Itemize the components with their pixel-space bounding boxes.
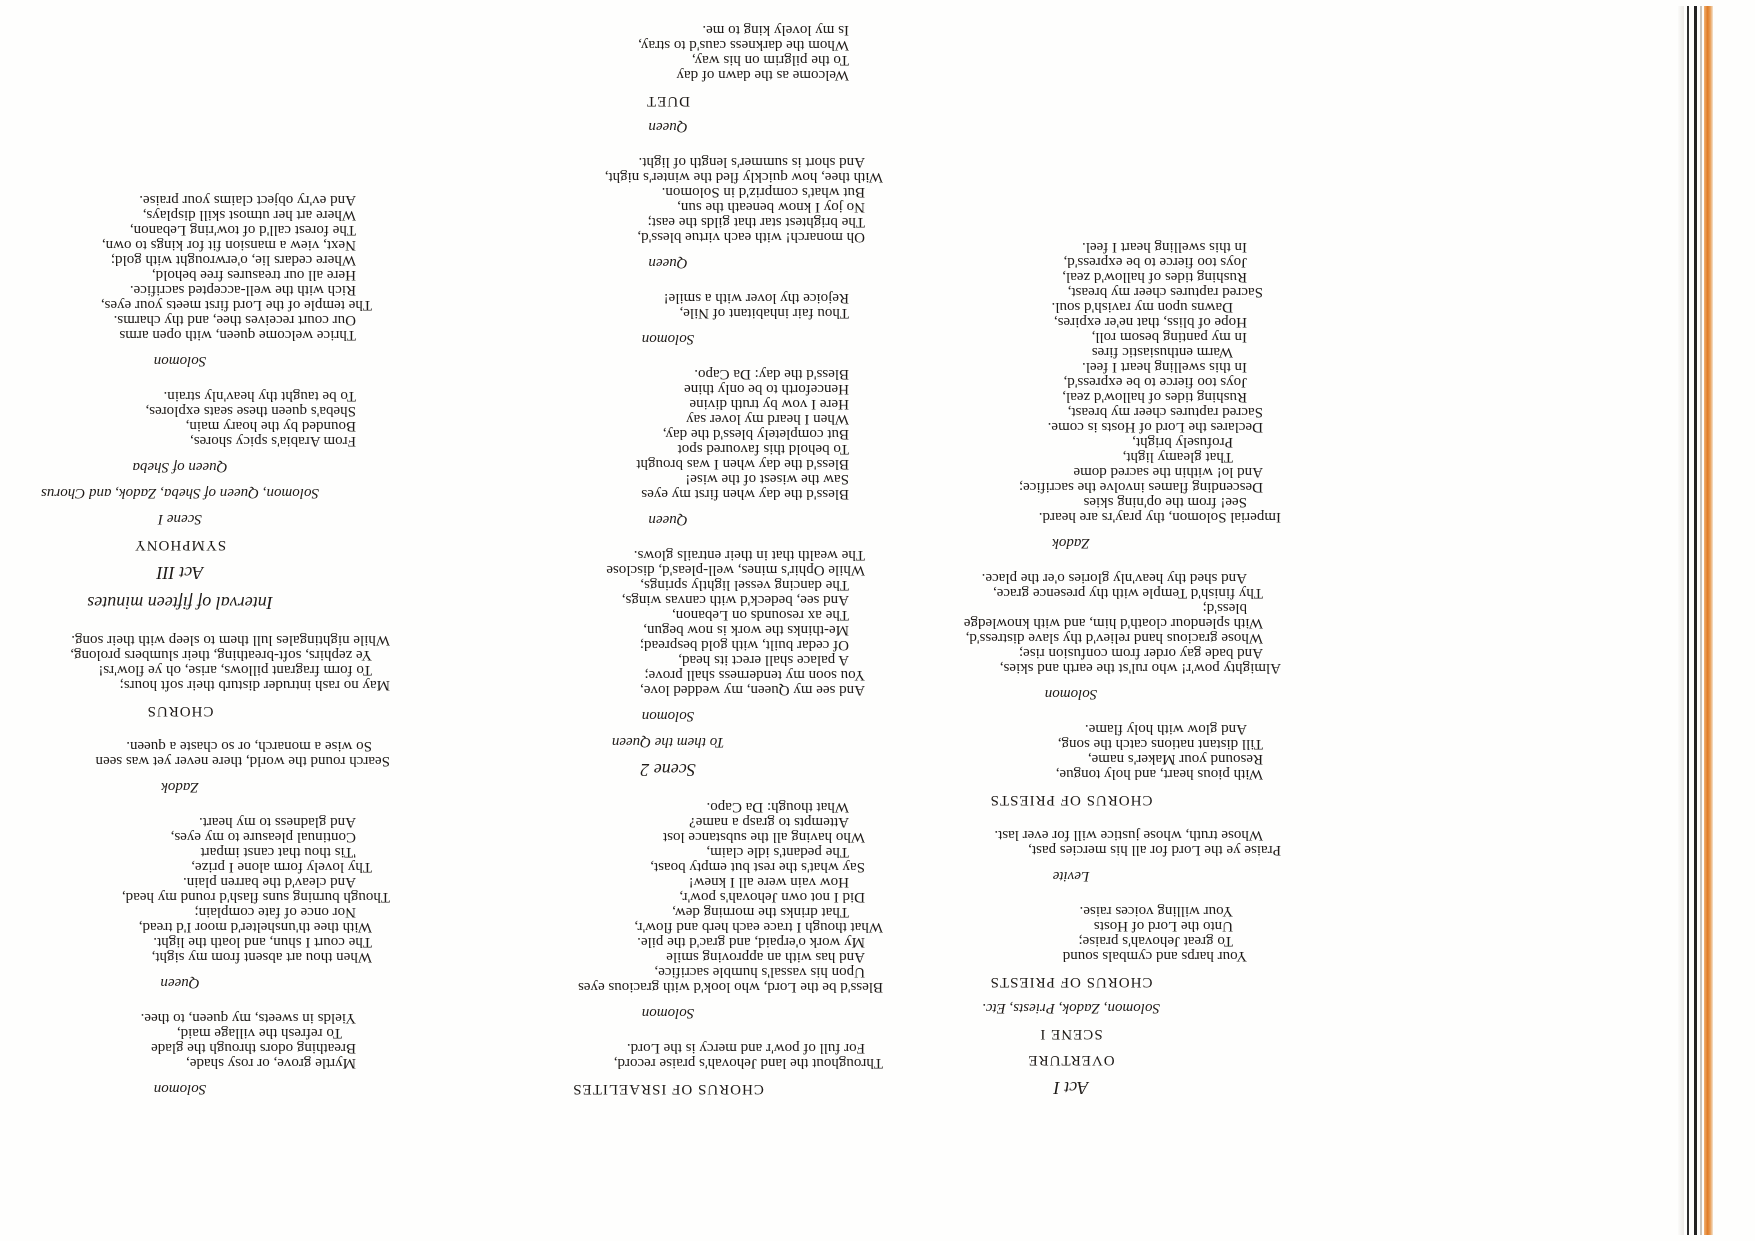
verse-line: Me-thinks the work is now begun,: [643, 622, 849, 638]
verse-line: And glow with holy flame.: [1084, 721, 1247, 737]
verse-stanza: [453, 547, 883, 697]
verse-line: Rushing tides of hallow'd zeal,: [1062, 269, 1247, 285]
verse-line: With thee, how quickly fled the winter's night,: [604, 169, 883, 185]
verse-line: Oh monarch! with each virtue bless'd,: [637, 229, 865, 245]
section-heading: DUET: [646, 93, 690, 109]
verse-line: Rushing tides of hallow'd zeal,: [1062, 389, 1247, 405]
verse-line: To great Jehovah's praise;: [1078, 933, 1233, 949]
verse-line: Whom the darkness caus'd to stray,: [638, 37, 849, 53]
verse-line: Warm enthusiastic fires: [1091, 344, 1233, 360]
verse-line: Unto the Lord of Hosts: [1093, 918, 1233, 934]
verse-line: That drinks the morning dew,: [672, 904, 849, 920]
verse-stanza: [861, 239, 1281, 524]
verse-line: Bounded by the hoary main,: [185, 418, 356, 434]
spine-edge-shade: [1678, 6, 1684, 1235]
stanza-gap: [0, 373, 390, 388]
section-heading: Queen: [648, 119, 688, 135]
column-act-3: [0, 177, 390, 1101]
section-heading: Solomon: [641, 708, 695, 724]
stanza-gap: [861, 224, 1281, 239]
verse-line: To refresh the village maid,: [176, 1025, 342, 1041]
stanza-gap: [0, 177, 390, 192]
verse-line: But what's compriz'd in Solomon.: [661, 184, 865, 200]
verse-stanza: [861, 570, 1281, 675]
verse-line: And see my Queen, my wedded love,: [640, 682, 865, 698]
verse-line: Dawns upon my ravish'd soul.: [1051, 299, 1233, 315]
verse-line: And ev'ry object claims your praise.: [139, 192, 356, 208]
verse-line: Whose truth, whose justice will for ever last.: [994, 827, 1263, 843]
spine-gray-line: [1700, 6, 1702, 1235]
section-heading: Queen of Sheba: [132, 459, 228, 475]
verse-line: Thrice welcome queen, with open arms: [119, 327, 356, 343]
section-heading: Zadok: [1052, 535, 1090, 551]
verse-line: Say what's the rest but empty boast,: [650, 859, 865, 875]
verse-line: Your harps and cymbals sound: [1062, 948, 1247, 964]
verse-line: Profusely bright,: [1132, 434, 1233, 450]
verse-line: For full of pow'r and mercy is the Lord.: [626, 1040, 865, 1056]
verse-line: Resound your Maker's name,: [1087, 751, 1263, 767]
verse-line: In this swelling heart I feel.: [1082, 359, 1247, 375]
section-heading: Solomon, Queen of Sheba, Zadok, and Chorus: [41, 485, 319, 501]
stanza-gap: [453, 351, 883, 366]
verse-line: Almighty pow'r! who rul'st the earth and skies,: [999, 660, 1281, 676]
verse-line: See! from the op'ning skies: [1083, 494, 1247, 510]
stanza-gap: [861, 706, 1281, 721]
stanza-gap: [0, 995, 390, 1010]
verse-line: No joy I know beneath the sun,: [677, 199, 865, 215]
verse-line: What though: Da Capo.: [706, 799, 849, 815]
verse-line: Praise ye the Lord for all his mercies past,: [1028, 842, 1281, 858]
verse-line: Descending flames involve the sacrifice;: [1018, 479, 1263, 495]
verse-line: In this swelling heart I feel.: [1082, 239, 1247, 255]
verse-line: Sacred raptures cheer my breast,: [1067, 284, 1263, 300]
stanza-gap: [0, 617, 390, 632]
verse-line: Saw the wisest of the wise!: [685, 471, 849, 487]
verse-line: To form fragrant pillows, arise, oh ye flow'rs!: [98, 662, 372, 678]
verse-stanza: [861, 903, 1281, 963]
verse-line: The pedant's idle claim,: [706, 844, 849, 860]
verse-line: So wise a monarch, or so chaste a queen.: [126, 738, 372, 754]
verse-line: Who having all the substance lost: [662, 829, 865, 845]
section-heading: Act III: [156, 563, 204, 583]
verse-stanza: [0, 814, 390, 964]
verse-line: And lo! within the sacred dome: [1073, 464, 1263, 480]
section-heading: Act I: [1053, 1078, 1089, 1098]
verse-line: Joys too fierce to be express'd,: [1063, 374, 1247, 390]
verse-line: Here I vow by truth divine: [689, 396, 849, 412]
verse-line: With pious heart, and holy tongue,: [1055, 766, 1263, 782]
verse-line: Hope of bliss, that ne'er expires,: [1053, 314, 1247, 330]
verse-line: Where art her utmost skill displays,: [142, 207, 356, 223]
section-heading: OVERTURE: [1027, 1052, 1115, 1068]
verse-line: Till distant nations catch the song,: [1057, 736, 1263, 752]
verse-line: Sacred raptures cheer my breast,: [1067, 404, 1263, 420]
section-heading: CHORUS OF PRIESTS: [989, 974, 1153, 990]
section-heading: CHORUS: [146, 703, 214, 719]
spine-black-line-2: [1687, 6, 1689, 1235]
stanza-gap: [0, 799, 390, 814]
verse-line: And see, bedeck'd with canvas wings,: [621, 592, 849, 608]
verse-line: And shed thy heav'nly glories o'er the place.: [981, 570, 1247, 586]
stanza-gap: [453, 7, 883, 22]
verse-line: Henceforth to be only thine: [684, 381, 849, 397]
verse-line: Our court receives thee, and thy charms.: [113, 312, 356, 328]
stanza-gap: [453, 139, 883, 154]
verse-line: The wealth that in their entrails glows.: [633, 547, 865, 563]
stanza-gap: [861, 812, 1281, 827]
verse-line: Breathing odors through the glade: [151, 1040, 356, 1056]
verse-stanza: [0, 738, 390, 768]
verse-line: Declares the Lord of Hosts is come.: [1047, 419, 1263, 435]
section-heading: Solomon: [1044, 686, 1098, 702]
verse-line: When I heard my lover say: [686, 411, 849, 427]
verse-line: Bless'd the day when first my eyes: [641, 486, 849, 502]
section-heading: Queen: [648, 255, 688, 271]
verse-line: Here all our treasures free behold,: [151, 267, 356, 283]
verse-line: Throughout the land Jehovah's praise record,: [613, 1055, 883, 1071]
verse-line: Bless'd the day: Da Capo.: [694, 366, 849, 382]
verse-line: Nor once of fate complain;: [194, 904, 356, 920]
verse-line: Ye zephirs, soft-breathing, their slumbers prolong,: [70, 647, 372, 663]
verse-line: To the pilgrim on his way,: [691, 52, 849, 68]
column-act-2: [453, 7, 883, 1101]
verse-line: While nightingales lull them to sleep with their song.: [71, 632, 390, 648]
verse-line: Is my lovely king to me.: [702, 22, 849, 38]
verse-line: And bade gay order from confusion rise;: [1018, 645, 1263, 661]
verse-stanza: [453, 154, 883, 244]
verse-stanza: [0, 388, 390, 448]
verse-stanza: [453, 1040, 883, 1070]
verse-line: Of cedar built, with gold bespread;: [639, 637, 849, 653]
verse-line: And gladness to my heart.: [198, 814, 356, 830]
section-heading: Zadok: [161, 779, 199, 795]
verse-line: 'Tis thou that canst impart: [200, 844, 356, 860]
verse-line: The ax resounds on Lebanon,: [671, 607, 849, 623]
section-heading: SCENE I: [1039, 1026, 1103, 1042]
verse-line: Yields in sweets, my queen, to thee.: [140, 1010, 356, 1026]
verse-line: Rejoice thy lover with a smile!: [663, 290, 849, 306]
section-heading: Solomon: [153, 353, 207, 369]
stanza-gap: [453, 784, 883, 799]
verse-line: What though I trace each herb and flow'r,: [634, 919, 883, 935]
section-heading: Levite: [1052, 868, 1090, 884]
verse-line: And cleav'd the barren plain.: [182, 874, 356, 890]
section-heading: To them the Queen: [611, 734, 725, 750]
verse-line: Welcome as the dawn of day: [676, 67, 849, 83]
verse-line: The dancing vessel lightly springs,: [640, 577, 849, 593]
verse-stanza: [861, 827, 1281, 857]
verse-line: That gleamy light,: [1122, 449, 1233, 465]
section-heading: Queen: [160, 975, 200, 991]
verse-line: Rich with the well-accepted sacrifice.: [129, 282, 356, 298]
verse-line: Bless'd be the Lord, who look'd with gracious eyes: [578, 979, 883, 995]
verse-stanza: [0, 192, 390, 342]
verse-line: You soon my tenderness shall prove;: [644, 667, 865, 683]
section-heading: Queen: [648, 512, 688, 528]
stanza-gap: [453, 275, 883, 290]
verse-line: In my panting besom roll,: [1091, 329, 1247, 345]
section-heading: Interval of fifteen minutes: [87, 593, 273, 613]
verse-line: Continual pleasure to my eyes,: [170, 829, 356, 845]
verse-line: The temple of the Lord first meets your eyes,: [100, 297, 372, 313]
stanza-gap: [453, 1025, 883, 1040]
spine-binding: [1645, 0, 1755, 1241]
verse-line: May no rash intruder disturb their soft hours;: [119, 677, 390, 693]
verse-line: With thee th'unshelter'd moor I'd tread,: [138, 919, 372, 935]
verse-line: Joys too fierce to be express'd,: [1063, 254, 1247, 270]
section-heading: Scene I: [158, 511, 202, 527]
verse-stanza: [453, 366, 883, 501]
verse-line: But completely bless'd the day,: [662, 426, 849, 442]
verse-line: And short is summer's length of light.: [638, 154, 865, 170]
section-heading: Solomon, Zadok, Priests, Etc.: [982, 1000, 1160, 1016]
verse-line: When thou art absent from my sight,: [151, 949, 372, 965]
verse-stanza: [0, 632, 390, 692]
section-heading: Solomon: [153, 1081, 207, 1097]
verse-line: A palace shall erect its head,: [678, 652, 849, 668]
section-heading: SYMPHONY: [133, 537, 227, 553]
verse-line: To be taught thy heav'nly strain.: [163, 388, 356, 404]
column-act-1: [861, 224, 1281, 1102]
stanza-gap: [861, 888, 1281, 903]
section-heading: Scene 2: [640, 760, 696, 780]
verse-stanza: [453, 22, 883, 82]
verse-line: To behold this favoured spot: [677, 441, 849, 457]
verse-line: Upon his vassal's humble sacrifice,: [654, 964, 865, 980]
verse-line: Where cedars lie, o'erwrought with gold;: [110, 252, 356, 268]
verse-line: Sheba's queen these seats explores,: [145, 403, 356, 419]
section-heading: Solomon: [641, 1005, 695, 1021]
verse-line: Thy finish'd Temple with thy presence grace,: [992, 585, 1263, 601]
verse-line: And has with an approving smile: [666, 949, 865, 965]
verse-line: Bless'd the day when I was brought: [636, 456, 849, 472]
verse-stanza: [861, 721, 1281, 781]
verse-line: Thou fair inhabitant of Nile,: [679, 305, 849, 321]
verse-line: Did I not own Jehovah's pow'r,: [679, 889, 865, 905]
verse-line: The forest call'd of tow'ring Lebanon,: [129, 222, 356, 238]
section-heading: Solomon: [641, 331, 695, 347]
verse-line: Imperial Solomon, thy pray'rs are heard.: [1038, 509, 1281, 525]
verse-line: While Ophir's mines, well-pleas'd, disclose: [606, 562, 865, 578]
verse-line: Thy lovely form alone I prize,: [191, 859, 372, 875]
verse-stanza: [0, 1010, 390, 1070]
section-heading: CHORUS OF PRIESTS: [989, 792, 1153, 808]
verse-line: Your willing voices raise.: [1079, 903, 1233, 919]
verse-line: Whose gracious hand reliev'd thy slave distress'd,: [965, 630, 1263, 646]
verse-line: Next, view a mansion fit for kings to own,: [101, 237, 356, 253]
stanza-gap: [0, 723, 390, 738]
verse-line: bless'd;: [1202, 600, 1247, 616]
spine-orange-strip: [1704, 6, 1713, 1235]
stanza-gap: [453, 532, 883, 547]
stanza-gap: [861, 555, 1281, 570]
verse-line: The court I shun, and loath the light.: [153, 934, 372, 950]
verse-stanza: [453, 799, 883, 994]
verse-line: From Arabia's spicy shores,: [189, 433, 356, 449]
section-heading: CHORUS OF ISRAELITES: [572, 1081, 764, 1097]
verse-line: Search round the world, there never yet was seen: [95, 753, 390, 769]
spine-black-line: [1694, 6, 1697, 1235]
verse-line: Myrtle grove, or rosy shade,: [186, 1055, 356, 1071]
verse-line: Though burning suns flash'd round my head,: [121, 889, 390, 905]
verse-line: The brightest star that gilds the east;: [647, 214, 865, 230]
verse-stanza: [453, 290, 883, 320]
verse-line: Attempts to grasp a name?: [689, 814, 849, 830]
verse-line: With splendour cloath'd him, and with knowledge: [963, 615, 1263, 631]
verse-line: How vain were all I knew!: [688, 874, 849, 890]
verse-line: My work o'erpaid, and grac'd the pile.: [637, 934, 865, 950]
